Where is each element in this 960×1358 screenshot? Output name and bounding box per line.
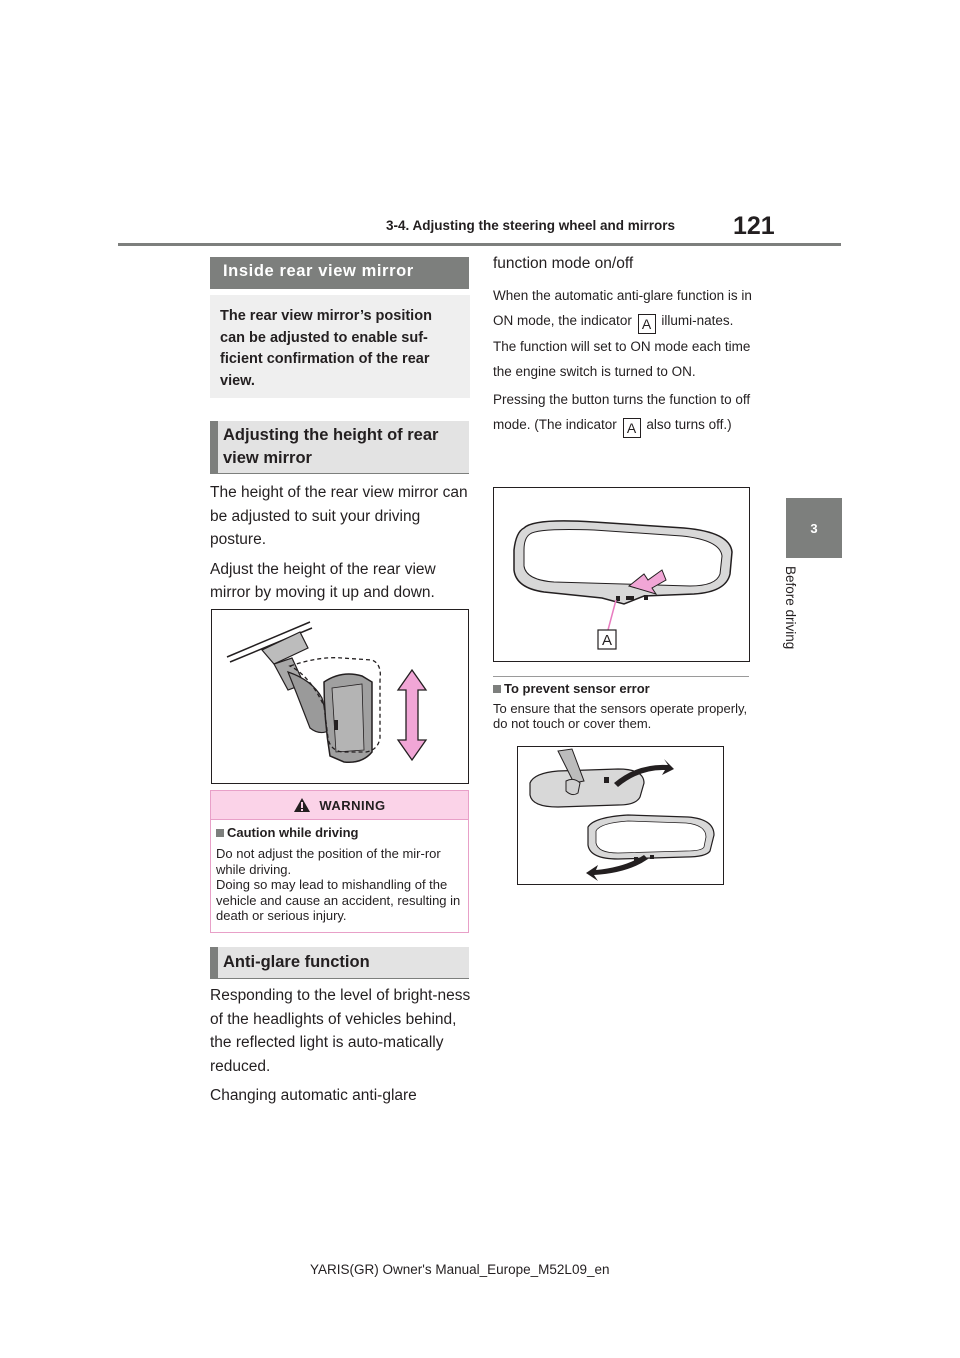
chapter-number: 3 bbox=[810, 520, 818, 536]
header-divider bbox=[118, 243, 841, 246]
intro-summary: The rear view mirror’s position can be adjusted to enable sufficient confirmation of the rear view. bbox=[210, 295, 470, 398]
mirror-height-illustration bbox=[211, 609, 469, 784]
note-text: To ensure that the sensors operate properly, do not touch or cover them. bbox=[493, 701, 748, 731]
chapter-label-text: Before driving bbox=[783, 566, 798, 650]
section-banner: Inside rear view mirror bbox=[210, 257, 469, 289]
indicator-a-label-2: A bbox=[623, 418, 641, 438]
indicator-a-label: A bbox=[638, 314, 656, 334]
height-paragraph-1: The height of the rear view mirror can be adjusted to suit your driving posture. bbox=[210, 484, 468, 548]
note-heading bbox=[493, 681, 650, 696]
section-title: 3-4. Adjusting the steering wheel and mirrors bbox=[386, 218, 676, 233]
antiglare-continued: function mode on/off bbox=[493, 255, 634, 272]
indicator-on-paragraph bbox=[493, 283, 753, 384]
warning-title: WARNING bbox=[319, 797, 386, 813]
callout-a-label: A bbox=[601, 632, 613, 649]
antiglare-body bbox=[210, 984, 472, 1114]
warning-subtitle: Caution while driving bbox=[227, 825, 359, 840]
warning-header bbox=[211, 791, 468, 820]
warning-text-1: Do not adjust the position of the mir-ror while driving. bbox=[216, 846, 441, 877]
antiglare-heading: Anti-glare function bbox=[210, 947, 469, 979]
antiglare-paragraph-1: Responding to the level of bright-ness of the headlights of vehicles behind, the reflected light is auto-matically reduced. bbox=[210, 987, 471, 1075]
indicator-off-text-a: Pressing the button turns the function to off mode. (The indicator bbox=[493, 392, 751, 432]
mirror-height-drawing bbox=[212, 610, 468, 783]
warning-triangle-icon bbox=[293, 797, 311, 813]
chapter-tab bbox=[786, 498, 842, 558]
height-paragraph-2: Adjust the height of the rear view mirror by moving it up and down. bbox=[210, 560, 436, 601]
height-body bbox=[210, 481, 472, 611]
footer-manual-id: YARIS(GR) Owner's Manual_Europe_M52L09_en bbox=[310, 1262, 610, 1277]
page-number: 121 bbox=[733, 212, 775, 240]
warning-box bbox=[210, 790, 469, 933]
note-title: To prevent sensor error bbox=[504, 681, 650, 696]
indicator-on-text-b: illumi-nates. The function will set to ON mode each time the engine switch is turned to ON. bbox=[493, 313, 751, 379]
indicator-off-paragraph bbox=[493, 387, 753, 438]
right-body bbox=[493, 283, 753, 441]
height-heading: Adjusting the height of rear view mirror bbox=[210, 421, 469, 474]
indicator-off-text-b: also turns off.) bbox=[646, 417, 732, 432]
warning-text-2: Doing so may lead to mishandling of the vehicle and cause an accident, resulting in death or serious injury. bbox=[216, 877, 461, 923]
note-divider bbox=[493, 676, 749, 677]
chapter-tab-label bbox=[780, 566, 804, 666]
sensor-mirror-drawing bbox=[518, 747, 723, 884]
antiglare-button-illustration bbox=[493, 487, 750, 662]
antiglare-paragraph-2: Changing automatic anti-glare bbox=[210, 1087, 417, 1104]
antiglare-mirror-drawing bbox=[494, 488, 749, 661]
square-bullet-icon bbox=[493, 685, 501, 693]
square-bullet-icon bbox=[216, 829, 224, 837]
sensor-location-illustration bbox=[517, 746, 724, 885]
indicator-on-text-a: When the automatic anti-glare function is in ON mode, the indicator bbox=[493, 288, 752, 328]
